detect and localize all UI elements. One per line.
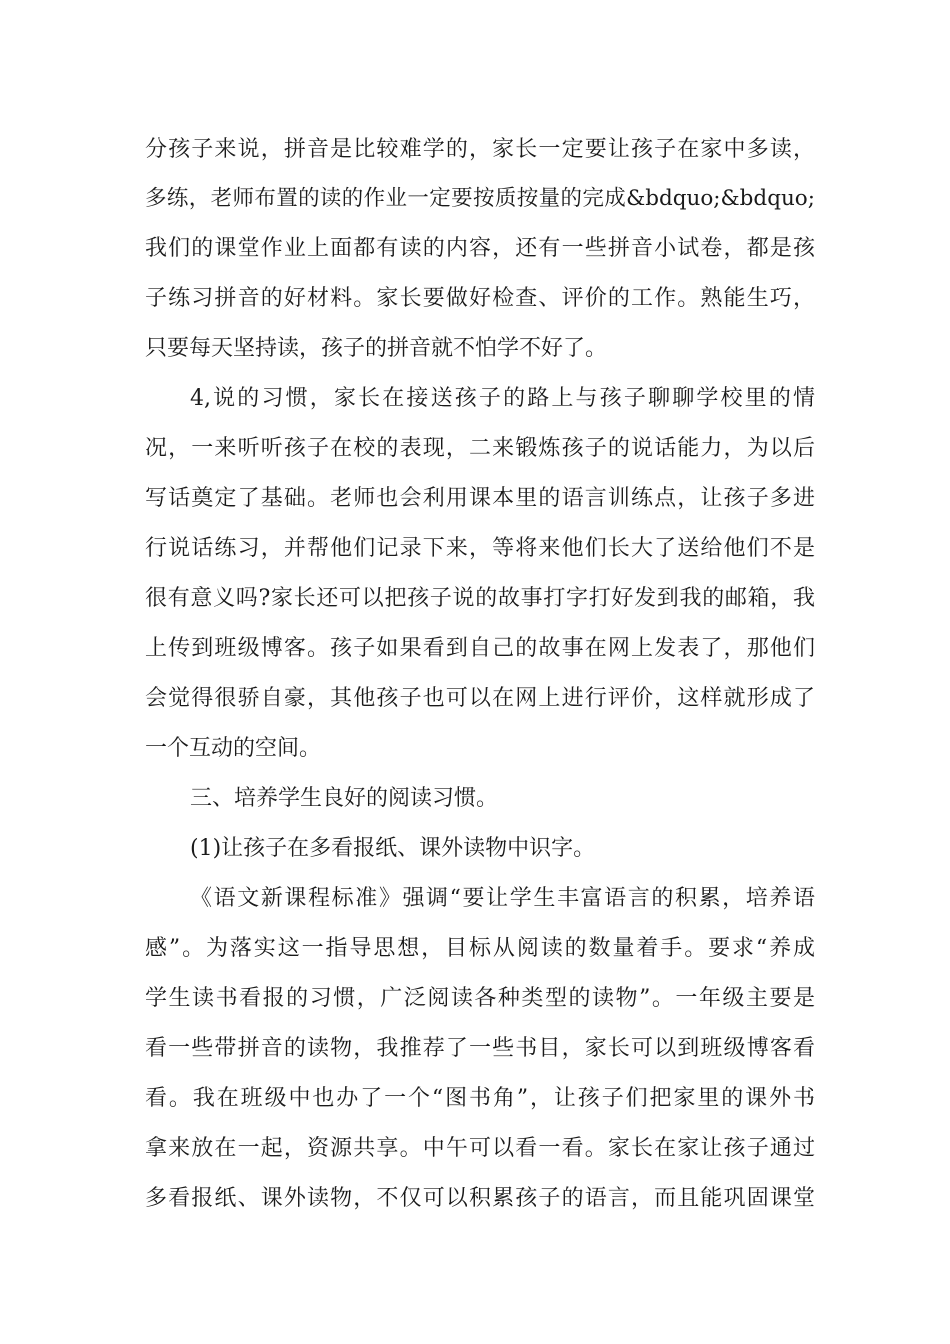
subsection-heading: (1)让孩子在多看报纸、课外读物中识字。: [190, 836, 596, 861]
text-line: 分孩子来说，拼音是比较难学的，家长一定要让孩子在家中多读，: [145, 137, 815, 162]
text-line: 一个互动的空间。: [145, 736, 322, 761]
text-line: 看。我在班级中也办了一个“图书角”，让孩子们把家里的课外书: [145, 1086, 815, 1111]
text-line: 写话奠定了基础。老师也会利用课本里的语言训练点，让孩子多进: [145, 486, 815, 511]
text-line: 很有意义吗?家长还可以把孩子说的故事打字打好发到我的邮箱，我: [145, 586, 815, 611]
text-line: 况，一来听听孩子在校的表现，二来锻炼孩子的说话能力，为以后: [145, 436, 815, 461]
text-line: 只要每天坚持读，孩子的拼音就不怕学不好了。: [145, 336, 608, 361]
text-line: 我们的课堂作业上面都有读的内容，还有一些拼音小试卷，都是孩: [145, 236, 815, 261]
text-line: 会觉得很骄自豪，其他孩子也可以在网上进行评价，这样就形成了: [145, 686, 815, 711]
text-line: 学生读书看报的习惯，广泛阅读各种类型的读物”。一年级主要是: [145, 986, 815, 1011]
text-line: 拿来放在一起，资源共享。中午可以看一看。家长在家让孩子通过: [145, 1136, 815, 1161]
text-line: 多练，老师布置的读的作业一定要按质按量的完成&bdquo;&bdquo;: [145, 186, 815, 211]
text-line: 看一些带拼音的读物，我推荐了一些书目，家长可以到班级博客看: [145, 1036, 815, 1061]
section-heading: 三、培养学生良好的阅读习惯。: [190, 786, 499, 811]
text-line: 上传到班级博客。孩子如果看到自己的故事在网上发表了，那他们: [145, 636, 815, 661]
text-line: 子练习拼音的好材料。家长要做好检查、评价的工作。熟能生巧，: [145, 286, 815, 311]
text-line: 感”。为落实这一指导思想，目标从阅读的数量着手。要求“养成: [145, 936, 815, 961]
paragraph-first-line: 《语文新课程标准》强调“要让学生丰富语言的积累，培养语: [190, 886, 815, 911]
text-line: 行说话练习，并帮他们记录下来，等将来他们长大了送给他们不是: [145, 536, 815, 561]
paragraph-first-line: 4,说的习惯，家长在接送孩子的路上与孩子聊聊学校里的情: [190, 386, 815, 411]
text-line: 多看报纸、课外读物，不仅可以积累孩子的语言，而且能巩固课堂: [145, 1186, 815, 1211]
